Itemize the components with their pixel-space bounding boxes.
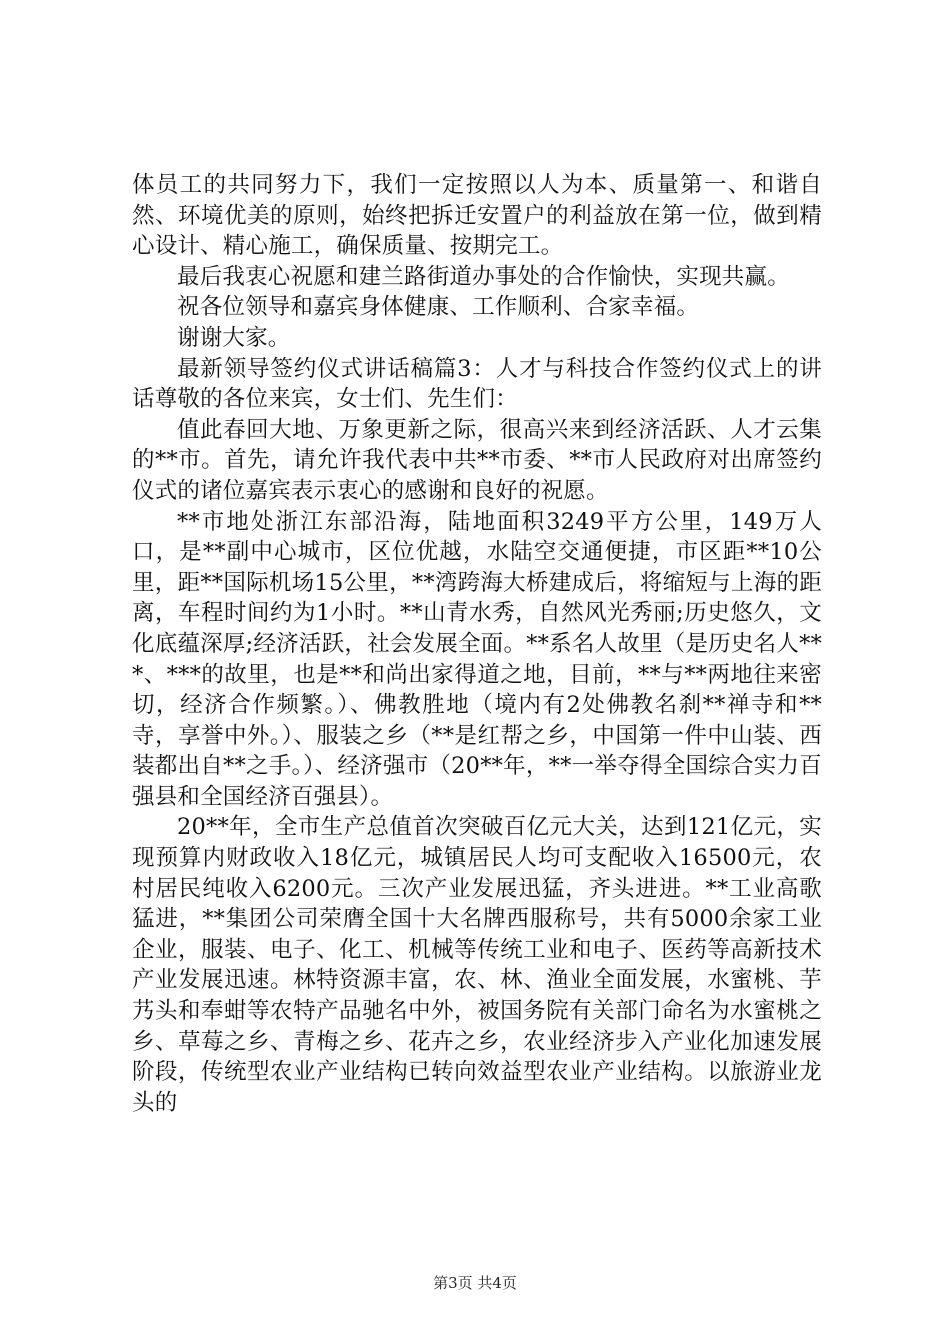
document-body (132, 170, 822, 1118)
paragraph: 谢谢大家。 (177, 324, 291, 351)
paragraph: 最后我衷心祝愿和建兰路街道办事处的合作愉快，实现共赢。 (177, 263, 790, 290)
paragraph: **市地处浙江东部沿海，陆地面积3249平方公里，149万人口，是**副中心城市，区位优越，水陆空交通便捷，市区距**10公里，距**国际机场15公里，**湾跨海大桥建成后，将缩短与上海的距离，车程时间约为1小时。**山青水秀，自然风光秀丽;历史悠久，文化底蕴深厚;经济活跃，社会发展全面。**系名人故里（是历史名人***、***的故里，也是**和尚出家得道之地，目前，**与**两地往来密切，经济合作频繁。）、佛教胜地（境内有2处佛教名刹**禅寺和**寺，享誉中外。）、服装之乡（**是红帮之乡，中国第一件中山装、西装都出自**之手。）、经济强市（20**年，**一举夺得全国综合实力百强县和全国经济百强县）。 (132, 508, 822, 810)
paragraph: 最新领导签约仪式讲话稿篇3：人才与科技合作签约仪式上的讲话尊敬的各位来宾，女士们、先生们： (132, 355, 822, 413)
paragraph: 体员工的共同努力下，我们一定按照以人为本、质量第一、和谐自然、环境优美的原则，始终把拆迁安置户的利益放在第一位，做到精心设计、精心施工，确保质量、按期完工。 (132, 172, 822, 260)
page-number-footer: 第3页 共4页 (433, 1274, 517, 1292)
paragraph: 值此春回大地、万象更新之际，很高兴来到经济活跃、人才云集的**市。首先，请允许我代表中共**市委、**市人民政府对出席签约仪式的诸位嘉宾表示衷心的感谢和良好的祝愿。 (132, 416, 822, 504)
paragraph: 祝各位领导和嘉宾身体健康、工作顺利、合家幸福。 (177, 294, 700, 321)
paragraph: 20**年，全市生产总值首次突破百亿元大关，达到121亿元，实现预算内财政收入18亿元，城镇居民人均可支配收入16500元，农村居民纯收入6200元。三次产业发展迅猛，齐头进进。**工业高歌猛进，**集团公司荣膺全国十大名牌西服称号，共有5000余家工业企业，服装、电子、化工、机械等传统工业和电子、医药等高新技术产业发展迅速。林特资源丰富，农、林、渔业全面发展，水蜜桃、芋艿头和奉蚶等农特产品驰名中外，被国务院有关部门命名为水蜜桃之乡、草莓之乡、青梅之乡、花卉之乡，农业经济步入产业化加速发展阶段，传统型农业产业结构已转向效益型农业产业结构。以旅游业龙头的 (132, 814, 822, 1116)
